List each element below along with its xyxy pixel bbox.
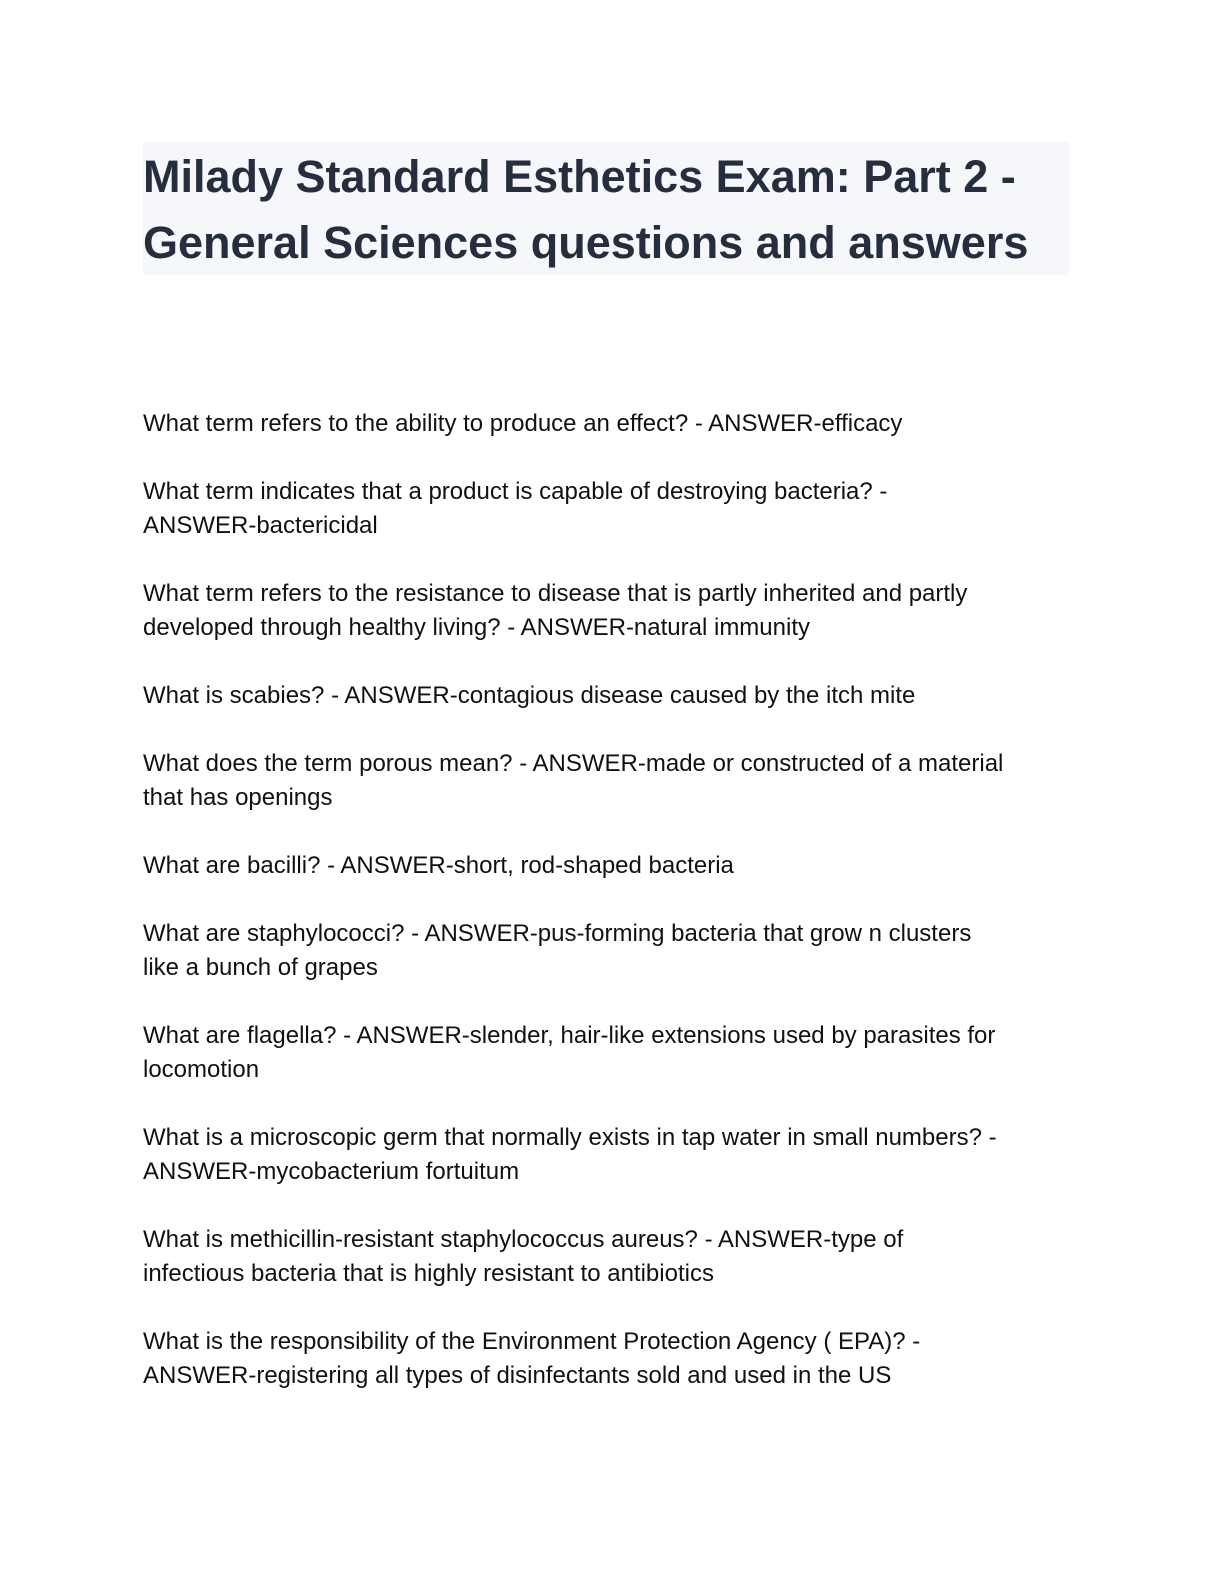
qa-text-line: What is the responsibility of the Environment Protection Agency ( EPA)? - bbox=[143, 1328, 921, 1355]
qa-text-line: that has openings bbox=[143, 784, 333, 811]
qa-item bbox=[143, 747, 1083, 815]
qa-item bbox=[143, 1121, 1083, 1189]
qa-item bbox=[143, 917, 1083, 985]
qa-item bbox=[143, 1019, 1083, 1087]
qa-item bbox=[143, 577, 1083, 645]
qa-item bbox=[143, 679, 1083, 713]
page-title bbox=[143, 144, 1028, 276]
qa-text-line: locomotion bbox=[143, 1056, 260, 1083]
qa-item bbox=[143, 1223, 1083, 1291]
qa-item bbox=[143, 475, 1083, 543]
qa-text-line: ANSWER-bactericidal bbox=[143, 512, 378, 539]
qa-text-line: What are flagella? - ANSWER-slender, hair-like extensions used by parasites for bbox=[143, 1022, 996, 1049]
qa-text-line: What are staphylococci? - ANSWER-pus-forming bacteria that grow n clusters bbox=[143, 920, 972, 947]
qa-text-line: ANSWER-mycobacterium fortuitum bbox=[143, 1158, 520, 1185]
qa-text-line: ANSWER-registering all types of disinfectants sold and used in the US bbox=[143, 1362, 892, 1389]
qa-text-line: infectious bacteria that is highly resistant to antibiotics bbox=[143, 1260, 714, 1287]
qa-item bbox=[143, 849, 1083, 883]
page-title-line-2: General Sciences questions and answers bbox=[143, 217, 1029, 268]
title-block bbox=[143, 142, 1069, 275]
qa-list bbox=[143, 407, 1083, 1427]
qa-text-line: What is methicillin-resistant staphylococcus aureus? - ANSWER-type of bbox=[143, 1226, 904, 1253]
qa-item bbox=[143, 407, 1083, 441]
qa-text-line: like a bunch of grapes bbox=[143, 954, 378, 981]
qa-text-line: What is scabies? - ANSWER-contagious disease caused by the itch mite bbox=[143, 682, 916, 709]
qa-text-line: What term refers to the resistance to disease that is partly inherited and partly bbox=[143, 580, 968, 607]
qa-text-line: What does the term porous mean? - ANSWER-made or constructed of a material bbox=[143, 750, 1004, 777]
page-title-line-1: Milady Standard Esthetics Exam: Part 2 - bbox=[143, 151, 1016, 202]
qa-text-line: What term indicates that a product is capable of destroying bacteria? - bbox=[143, 478, 888, 505]
qa-text-line: What term refers to the ability to produce an effect? - ANSWER-efficacy bbox=[143, 410, 903, 437]
qa-text-line: What is a microscopic germ that normally exists in tap water in small numbers? - bbox=[143, 1124, 997, 1151]
qa-text-line: developed through healthy living? - ANSWER-natural immunity bbox=[143, 614, 810, 641]
qa-text-line: What are bacilli? - ANSWER-short, rod-shaped bacteria bbox=[143, 852, 734, 879]
qa-item bbox=[143, 1325, 1083, 1393]
